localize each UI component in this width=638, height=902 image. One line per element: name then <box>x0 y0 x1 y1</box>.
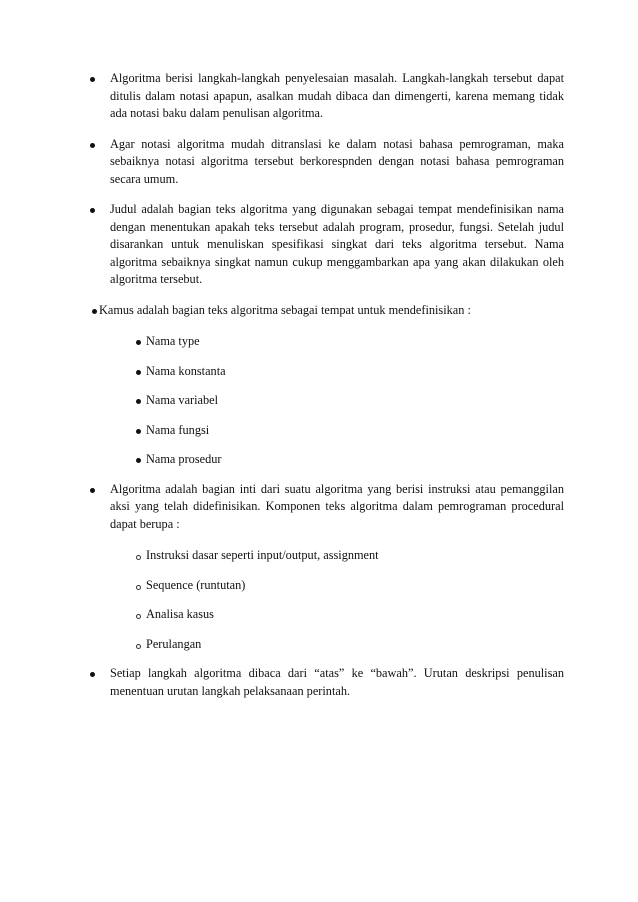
kamus-list-item <box>136 451 564 469</box>
list-item-text: Nama fungsi <box>146 422 210 437</box>
paragraph-text: Algoritma adalah bagian inti dari suatu algoritma yang berisi instruksi atau pemanggilan aksi yang telah didefinisikan. Komponen teks algoritma dalam pemrograman procedural dapat berupa : <box>110 481 564 531</box>
document-content <box>92 70 564 713</box>
list-item-text: Nama variabel <box>146 393 219 407</box>
kamus-sublist <box>92 333 564 469</box>
bullet-circle-icon <box>136 644 141 649</box>
paragraph-text: Algoritma berisi langkah-langkah penyelesaian masalah. Langkah-langkah tersebut dapat ditulis dalam notasi apapun, asalkan mudah dibaca dan dimengerti, karena memang tidak ada notasi baku dalam penulisan algoritma. <box>110 71 564 120</box>
bullet-item-algoritma-inti <box>92 481 564 534</box>
kamus-list-item <box>136 363 564 381</box>
bullet-item-notasi <box>92 136 564 189</box>
bullet-item-algoritma-langkah <box>92 70 564 123</box>
list-item-text: Sequence (runtutan) <box>146 577 246 592</box>
list-item-text: Analisa kasus <box>146 607 214 621</box>
list-item-text: Instruksi dasar seperti input/output, assignment <box>146 548 379 562</box>
bullet-circle-icon <box>136 614 141 619</box>
bullet-circle-icon <box>136 585 141 590</box>
bullet-circle-icon <box>136 555 141 560</box>
list-item-text: Nama prosedur <box>146 452 222 466</box>
paragraph-text: Kamus adalah bagian teks algoritma sebagai tempat untuk mendefinisikan : <box>99 302 471 317</box>
kamus-list-item <box>136 333 564 351</box>
bullet-dot-icon <box>136 399 141 404</box>
bullet-dot-icon <box>92 309 97 314</box>
algoritma-sublist <box>92 547 564 653</box>
algoritma-list-item <box>136 547 564 565</box>
bullet-dot-icon <box>90 77 95 82</box>
bullet-item-judul <box>92 201 564 289</box>
bullet-item-kamus <box>92 302 564 320</box>
algoritma-list-item <box>136 577 564 595</box>
paragraph-text: Judul adalah bagian teks algoritma yang digunakan sebagai tempat mendefinisikan nama dengan menentukan apakah teks tersebut adalah program, prosedur, fungsi. Setelah judul disarankan untuk menuliskan spesifikasi singkat dari teks algoritma tersebut. Nama algoritma sebaiknya singkat namun cukup menggambarkan apa yang akan dilakukan oleh algoritma tersebut. <box>110 202 564 286</box>
algoritma-list-item <box>136 606 564 624</box>
bullet-dot-icon <box>136 429 141 434</box>
paragraph-text: Setiap langkah algoritma dibaca dari “atas” ke “bawah”. Urutan deskripsi penulisan menentuan urutan langkah pelaksanaan perintah. <box>110 666 564 698</box>
bullet-dot-icon <box>136 458 141 463</box>
bullet-dot-icon <box>90 672 95 677</box>
kamus-list-item <box>136 422 564 440</box>
bullet-dot-icon <box>90 488 95 493</box>
bullet-dot-icon <box>136 340 141 345</box>
list-item-text: Nama type <box>146 334 200 348</box>
bullet-dot-icon <box>90 208 95 213</box>
list-item-text: Nama konstanta <box>146 363 226 378</box>
paragraph-text: Agar notasi algoritma mudah ditranslasi ke dalam notasi bahasa pemrograman, maka sebaiknya notasi algoritma tersebut berkorespnden dengan notasi bahasa pemrograman secara umum. <box>110 136 564 186</box>
bullet-dot-icon <box>136 370 141 375</box>
kamus-list-item <box>136 392 564 410</box>
list-item-text: Perulangan <box>146 636 202 651</box>
algoritma-list-item <box>136 636 564 654</box>
bullet-dot-icon <box>90 143 95 148</box>
bullet-item-urutan <box>92 665 564 700</box>
